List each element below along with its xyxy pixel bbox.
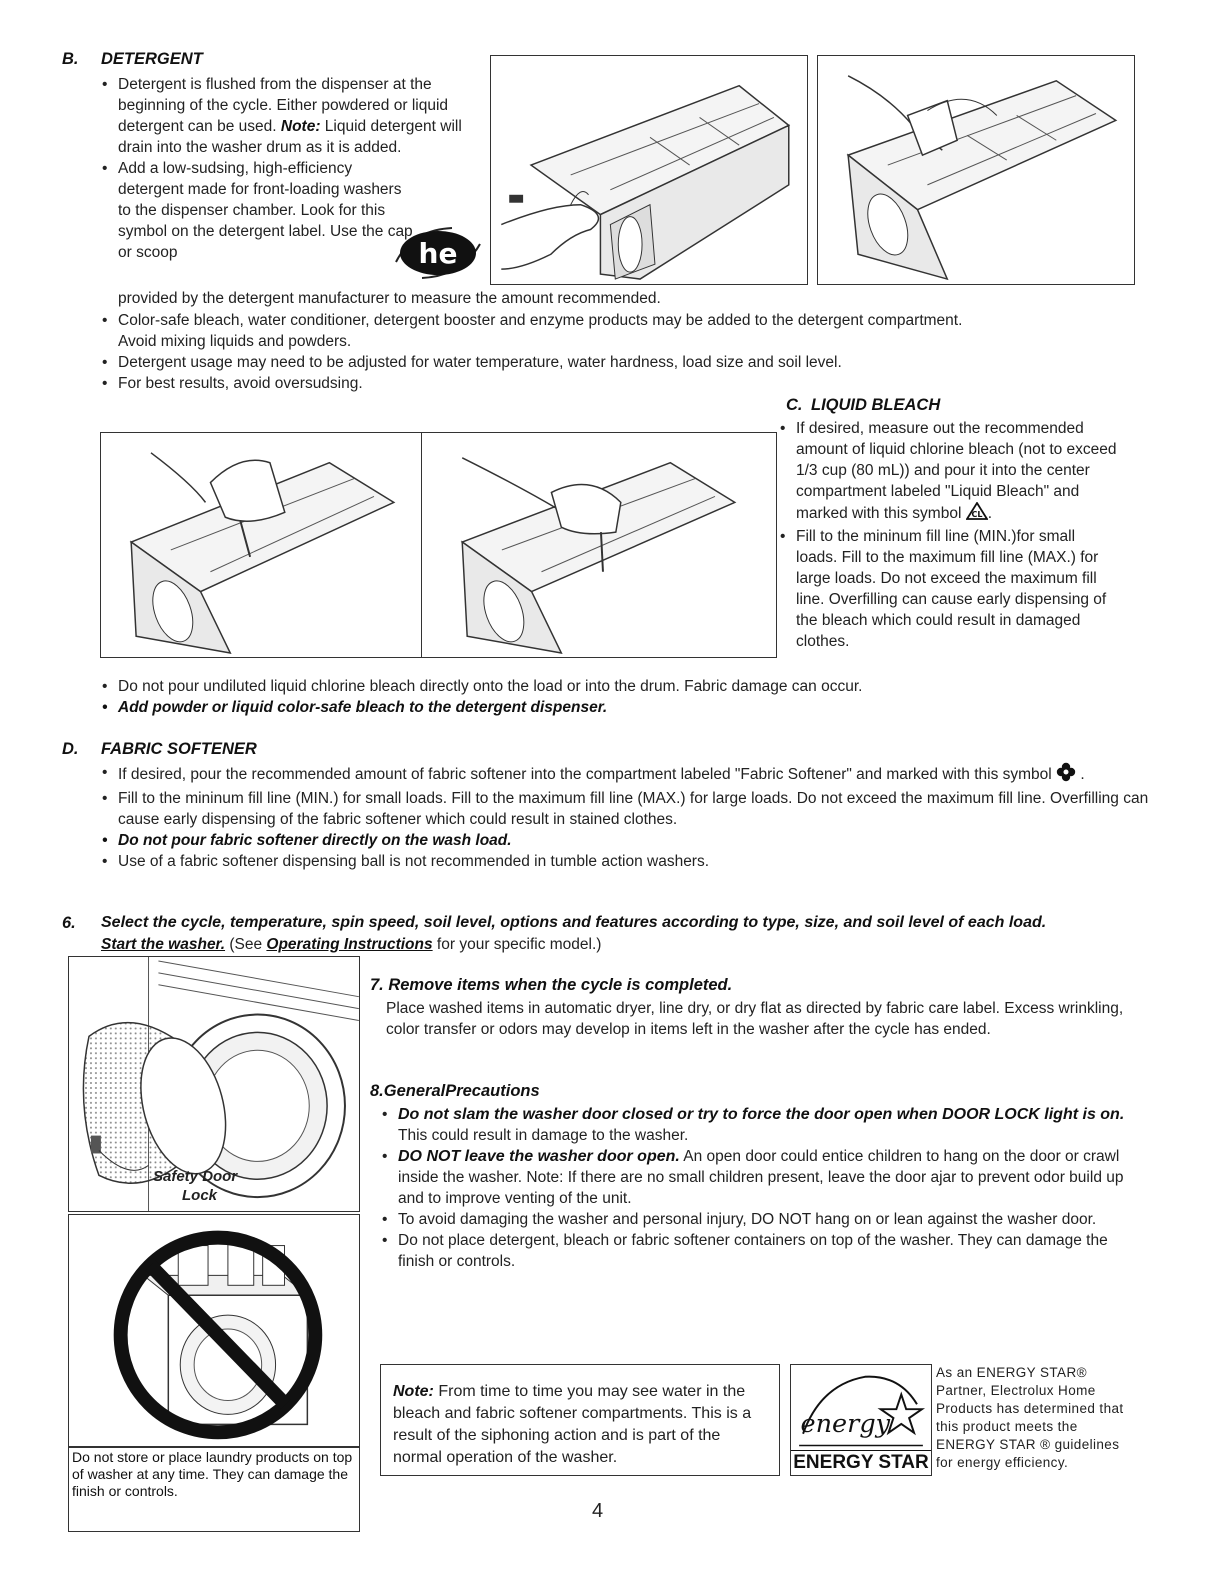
svg-text:CL: CL (971, 510, 983, 519)
detergent-bullet-1: • Detergent is flushed from the dispenser at the beginning of the cycle. Either powdered or liquid detergent can be used. Note: Liquid detergent will drain into the washer drum as it is added. (100, 74, 480, 158)
step6-line1: Select the cycle, temperature, spin speed, soil level, options and features according to type, size, and soil level of each load. (101, 914, 1047, 931)
safety-door-label-line1: Safety Door (153, 1168, 238, 1185)
bleach-bullet-3: • Do not pour undiluted liquid chlorine bleach directly onto the load or into the drum. Fabric damage can occur. (100, 676, 1180, 697)
safety-door-label-line2: Lock (182, 1187, 218, 1204)
bleach-pour-figure-1 (100, 432, 422, 658)
energy-star-logo (790, 1364, 932, 1476)
softener-bullet-2: • Fill to the mininum fill line (MIN.) for small loads. Fill to the maximum fill line (MAX.) for large loads. Do not exceed the maximum fill line. Overfilling can cause early dispensing of the fabric softener which could result in stained clothes. (100, 788, 1160, 830)
dispenser-pour-figure (817, 55, 1135, 285)
step8-bullet-2: • DO NOT leave the washer door open. An open door could entice children to hang on the door or crawl inside the washer. Note: If there are no small children present, leave the door ajar to prevent odor build up and to improve venting of the unit. (380, 1146, 1125, 1209)
step6-line2: Start the washer. (See Operating Instructions for your specific model.) (101, 936, 602, 953)
no-store-figure (68, 1214, 360, 1532)
detergent-bullet-4: • Detergent usage may need to be adjusted for water temperature, water hardness, load size and soil level. (100, 352, 1180, 373)
no-store-caption: Do not store or place laundry products on top of washer at any time. They can damage the finish or controls. (72, 1449, 353, 1499)
step8-bullet-3: • To avoid damaging the washer and personal injury, DO NOT hang on or lean against the washer door. (380, 1209, 1125, 1230)
note-box-text: Note: From time to time you may see water in the bleach and fabric softener compartments. This is a result of the siphoning action and is part of the normal operation of the washer. (393, 1383, 752, 1466)
detergent-bullet-2-cont: provided by the detergent manufacturer to measure the amount recommended. (118, 290, 661, 307)
bleach-bullet-2: • Fill to the mininum fill line (MIN.)for small loads. Fill to the maximum fill line (MAX.) for large loads. Do not exceed the maximum fill line. Overfilling can cause early dispensing of the bleach which could result in damaged clothes. (778, 526, 1118, 652)
softener-bullets (100, 762, 1160, 872)
step7-text: Place washed items in automatic dryer, line dry, or dry flat as directed by fabric care label. Excess wrinkling, color transfer or odors may develop in items left in the washer after the cycle has ended. (386, 1000, 1124, 1038)
energy-star-label: ENERGY STAR (791, 1450, 931, 1475)
step6-number: 6. (62, 914, 76, 932)
detergent-bullet-5: • For best results, avoid oversudsing. (100, 373, 1180, 394)
svg-text:he: he (418, 237, 458, 270)
detergent-bullets-bottom (100, 310, 1180, 394)
svg-text:energy: energy (800, 1408, 891, 1439)
softener-bullet-4: • Use of a fabric softener dispensing ball is not recommended in tumble action washers. (100, 851, 1160, 872)
no-store-caption-divider (68, 1446, 360, 1448)
bleach-symbol-icon (966, 502, 988, 526)
bleach-pour-figure-2 (421, 432, 777, 658)
bleach-bullets-right (778, 418, 1118, 652)
energy-star-text: As an ENERGY STAR® Partner, Electrolux Home Products has determined that this product meets the ENERGY STAR ® guidelines for energy efficiency. (936, 1365, 1124, 1470)
bleach-bullet-1: • If desired, measure out the recommended amount of liquid chlorine bleach (not to exceed 1/3 cup (80 mL)) and pour it into the center compartment labeled "Liquid Bleach" and marked with this symbol CL . (778, 418, 1118, 526)
page-number: 4 (592, 1500, 604, 1522)
softener-bullet-1: • If desired, pour the recommended amount of fabric softener into the compartment labeled "Fabric Softener" and marked with this symbol . (100, 762, 1160, 788)
bleach-heading: LIQUID BLEACH (811, 396, 941, 414)
softener-flower-icon (1056, 762, 1076, 788)
detergent-bullet-3: • Color-safe bleach, water conditioner, detergent booster and enzyme products may be added to the detergent compartment. Avoid mixing liquids and powders. (100, 310, 1180, 352)
dispenser-open-figure (490, 55, 808, 285)
step8-bullet-4: • Do not place detergent, bleach or fabric softener containers on top of the washer. They can damage the finish or controls. (380, 1230, 1125, 1272)
softener-bullet-3: • Do not pour fabric softener directly on the wash load. (100, 830, 1160, 851)
bleach-bullets-bottom (100, 676, 1180, 718)
detergent-heading: DETERGENT (101, 50, 203, 68)
step7-heading: 7. Remove items when the cycle is completed. (370, 976, 733, 994)
note-box (380, 1364, 780, 1476)
step8-bullets (380, 1104, 1125, 1272)
step8-bullet-1: • Do not slam the washer door closed or try to force the door open when DOOR LOCK light is on. This could result in damage to the washer. (380, 1104, 1125, 1146)
detergent-heading-letter: B. (62, 50, 79, 68)
step8-heading: 8.GeneralPrecautions (370, 1082, 540, 1100)
detergent-bullet-2: • Add a low-sudsing, high-efficiency detergent made for front-loading washers to the dispenser chamber. Look for this symbol on the detergent label. Use the cap or scoop (100, 158, 418, 263)
softener-heading: FABRIC SOFTENER (101, 740, 257, 758)
he-symbol-icon (392, 222, 484, 282)
bleach-bullet-4: • Add powder or liquid color-safe bleach to the detergent dispenser. (100, 697, 1180, 718)
bleach-heading-letter: C. (786, 396, 803, 414)
softener-heading-letter: D. (62, 740, 79, 758)
